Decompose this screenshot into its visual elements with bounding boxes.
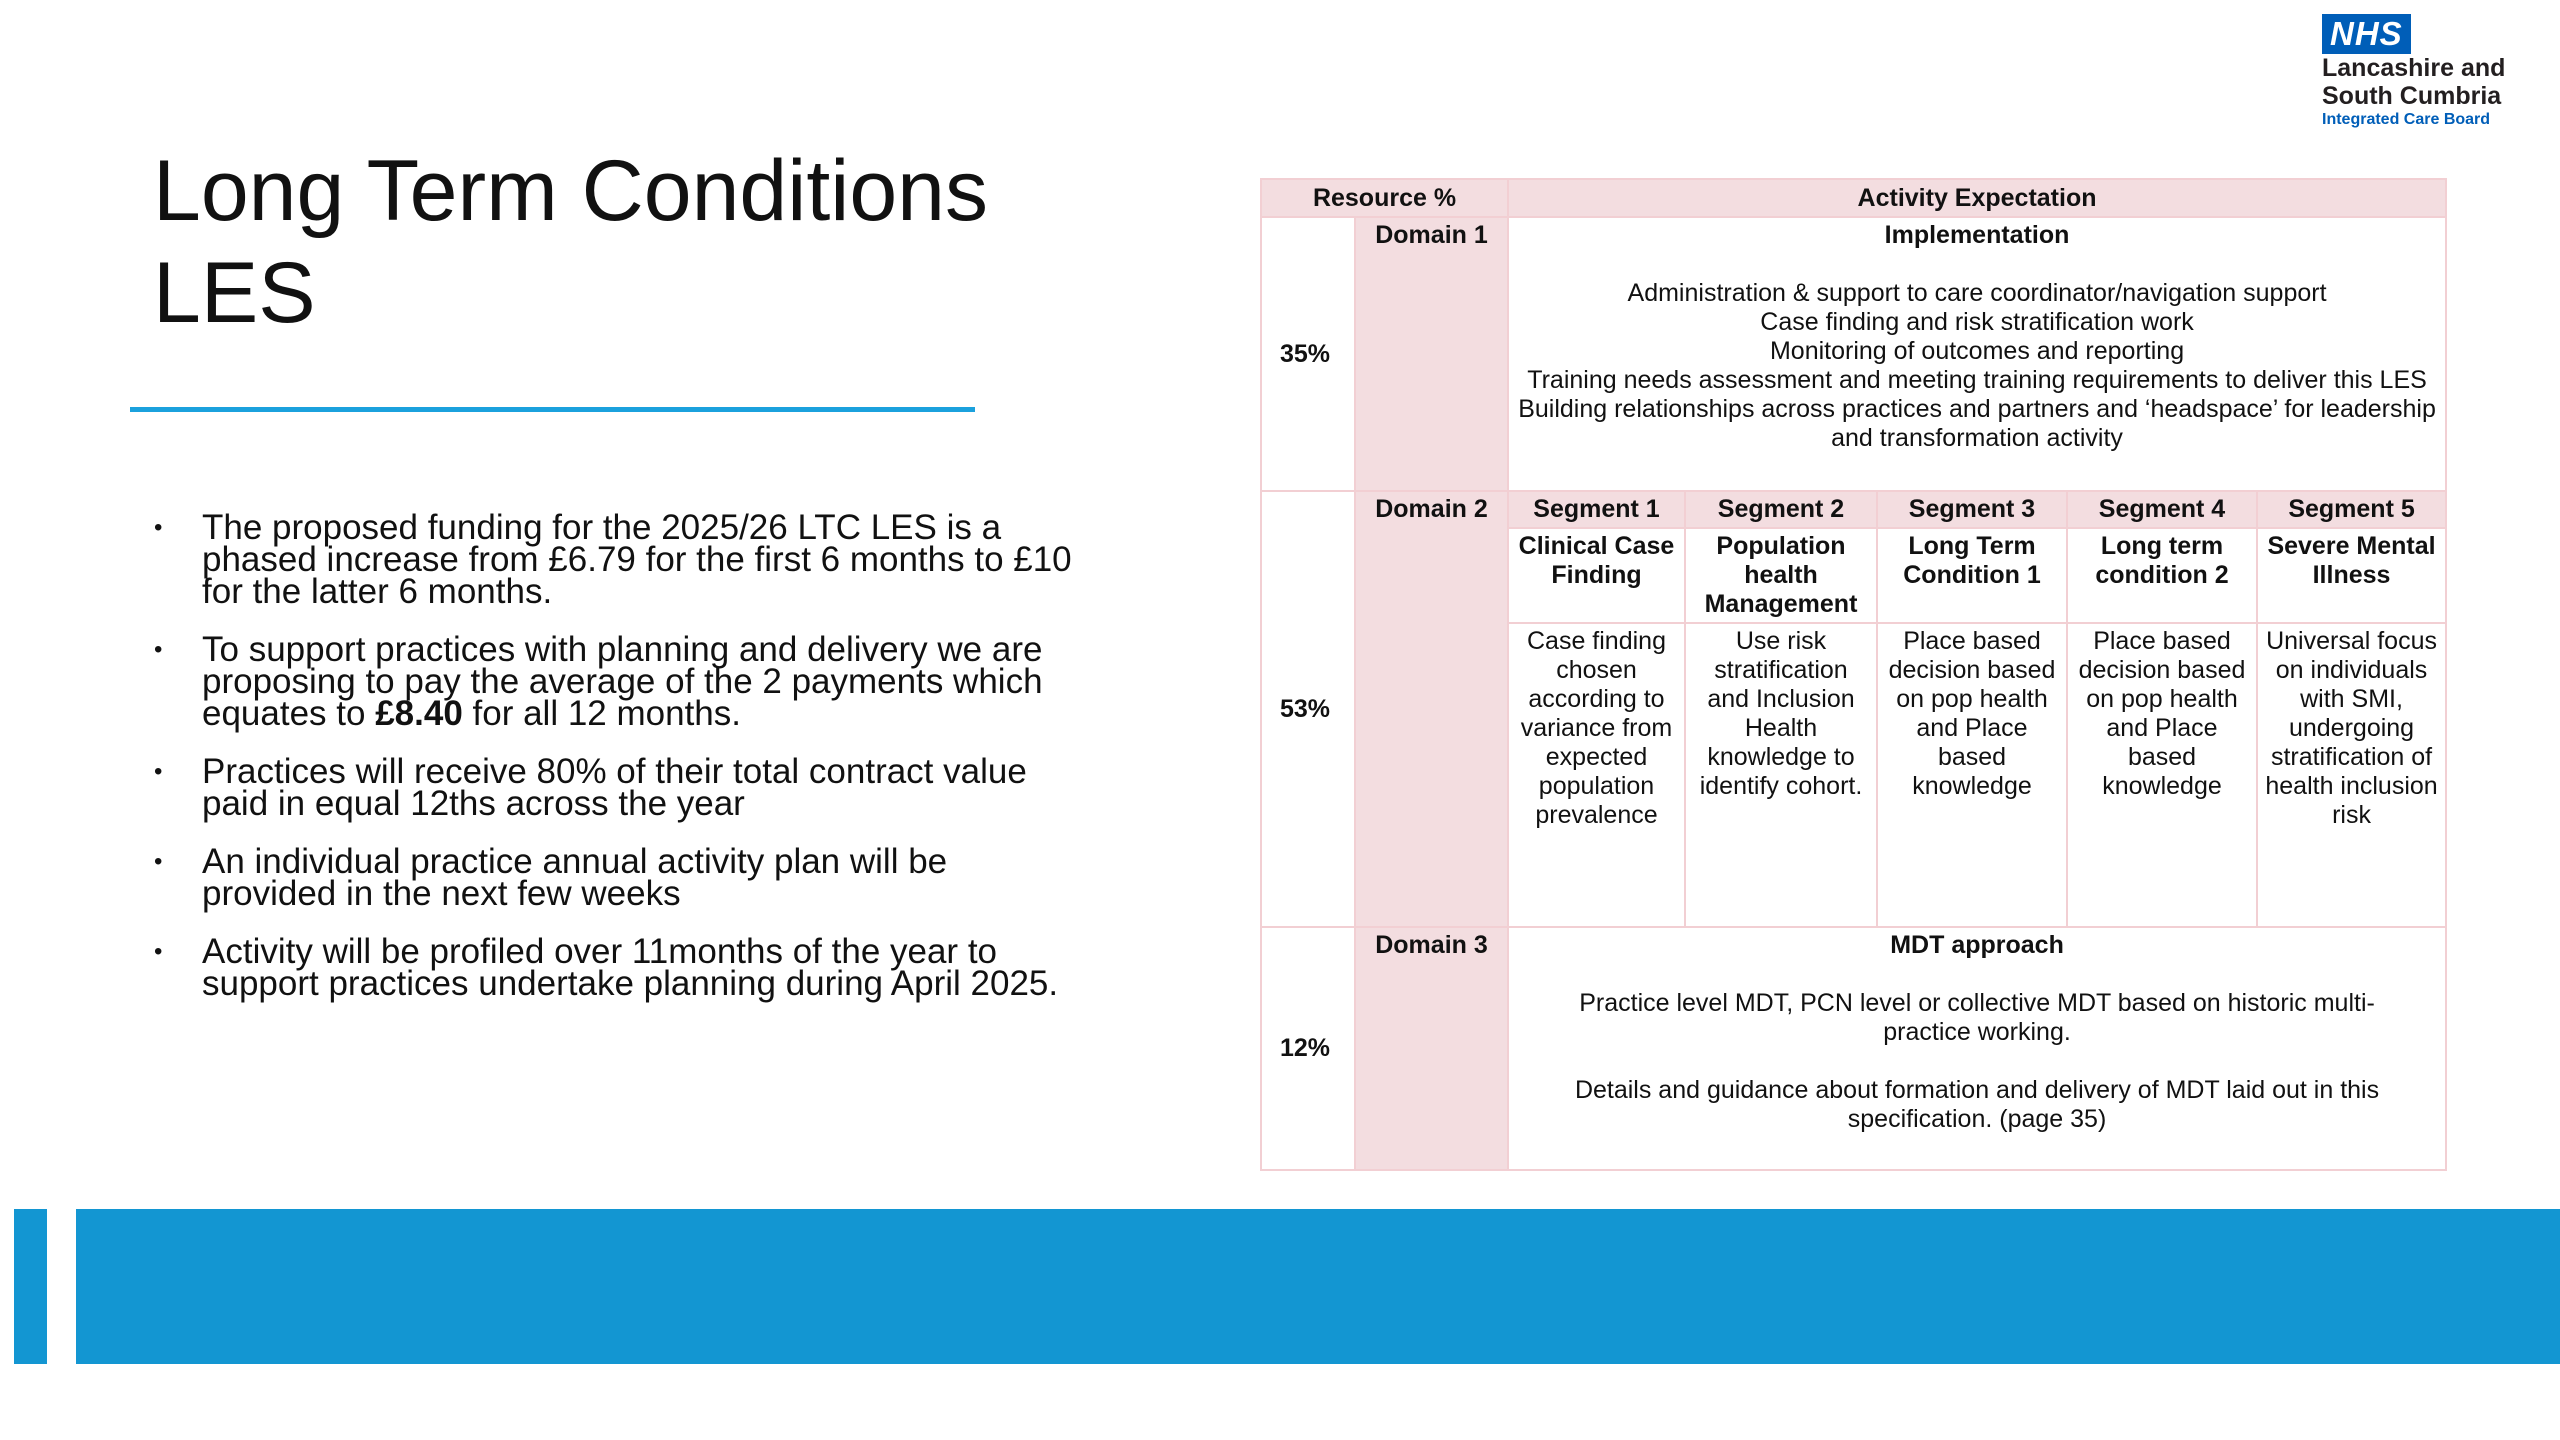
segment-name: Segment 1 xyxy=(1508,491,1685,528)
segment-title: Population health Management xyxy=(1685,528,1877,623)
page-title-line2: LES xyxy=(153,245,316,341)
domain3-activity xyxy=(1508,927,2446,1170)
domain1-line: Monitoring of outcomes and reporting xyxy=(1769,337,2185,365)
domain3-heading: MDT approach xyxy=(1890,931,2064,959)
segment-title: Severe Mental Illness xyxy=(2257,528,2446,623)
bullet-list xyxy=(140,508,1080,1026)
bullet-item: • The proposed funding for the 2025/26 LTC LES is a phased increase from £6.79 for the first 6 months to £10 for the latter 6 months. xyxy=(154,508,1072,611)
segment-name: Segment 3 xyxy=(1877,491,2067,528)
domain1-percent: 35% xyxy=(1261,217,1355,491)
footer-band-accent xyxy=(14,1209,47,1364)
bullet-item: • To support practices with planning and delivery we are proposing to pay the average of the 2 payments which equates to £8.40 for all 12 months. xyxy=(154,630,1043,733)
segment-title: Long term condition 2 xyxy=(2067,528,2257,623)
nhs-badge: NHS xyxy=(2322,14,2411,54)
footer-band xyxy=(76,1209,2560,1364)
domain1-line: Case finding and risk stratification work xyxy=(1760,308,2194,336)
title-underline xyxy=(130,407,975,412)
bullet-dot-icon: • xyxy=(154,758,163,785)
domain1-label: Domain 1 xyxy=(1355,217,1508,491)
domain1-line: Administration & support to care coordinator/navigation support xyxy=(1627,279,2327,307)
bullet-dot-icon: • xyxy=(154,848,163,875)
org-name-line1: Lancashire and xyxy=(2322,54,2506,82)
domain1-heading: Implementation xyxy=(1884,221,2070,249)
page-title xyxy=(153,140,1053,344)
segment-name: Segment 4 xyxy=(2067,491,2257,528)
org-name-line2: South Cumbria xyxy=(2322,82,2502,110)
page-title-line1: Long Term Conditions xyxy=(153,143,989,239)
segment-description: Place based decision based on pop health and Place based knowledge xyxy=(1877,623,2067,927)
bullet-item: • An individual practice annual activity plan will be provided in the next few weeks xyxy=(154,842,948,913)
header-resource: Resource % xyxy=(1261,179,1508,217)
domain3-percent: 12% xyxy=(1261,927,1355,1170)
header-activity: Activity Expectation xyxy=(1508,179,2446,217)
segment-description: Case finding chosen according to variance from expected population prevalence xyxy=(1508,623,1685,927)
domain1-line: Training needs assessment and meeting training requirements to deliver this LES xyxy=(1527,366,2427,394)
nhs-logo xyxy=(2322,14,2522,130)
bullet-dot-icon: • xyxy=(154,514,163,541)
bullet-dot-icon: • xyxy=(154,636,163,663)
activity-table xyxy=(1260,178,2447,1171)
segment-name: Segment 2 xyxy=(1685,491,1877,528)
segment-description: Place based decision based on pop health and Place based knowledge xyxy=(2067,623,2257,927)
domain3-paragraph: Details and guidance about formation and delivery of MDT laid out in this specification. (page 35) xyxy=(1574,1076,2380,1133)
domain3-label: Domain 3 xyxy=(1355,927,1508,1170)
segment-title: Clinical Case Finding xyxy=(1508,528,1685,623)
segment-name: Segment 5 xyxy=(2257,491,2446,528)
domain1-line: Building relationships across practices and partners and ‘headspace’ for leadership and transformation activity xyxy=(1518,395,2436,452)
domain3-paragraph: Practice level MDT, PCN level or collective MDT based on historic multi-practice working. xyxy=(1579,989,2375,1046)
domain2-percent: 53% xyxy=(1261,491,1355,927)
org-name-line3: Integrated Care Board xyxy=(2322,111,2491,128)
domain2-label: Domain 2 xyxy=(1355,491,1508,927)
bullet-dot-icon: • xyxy=(154,938,163,965)
segment-description: Universal focus on individuals with SMI, undergoing stratification of health inclusion risk xyxy=(2257,623,2446,927)
payment-amount: £8.40 xyxy=(375,694,463,733)
bullet-item: • Activity will be profiled over 11months of the year to support practices undertake planning during April 2025. xyxy=(154,932,1059,1003)
bullet-item: • Practices will receive 80% of their total contract value paid in equal 12ths across the year xyxy=(154,752,1027,823)
domain1-activity xyxy=(1508,217,2446,491)
segment-description: Use risk stratification and Inclusion Health knowledge to identify cohort. xyxy=(1685,623,1877,927)
segment-title: Long Term Condition 1 xyxy=(1877,528,2067,623)
